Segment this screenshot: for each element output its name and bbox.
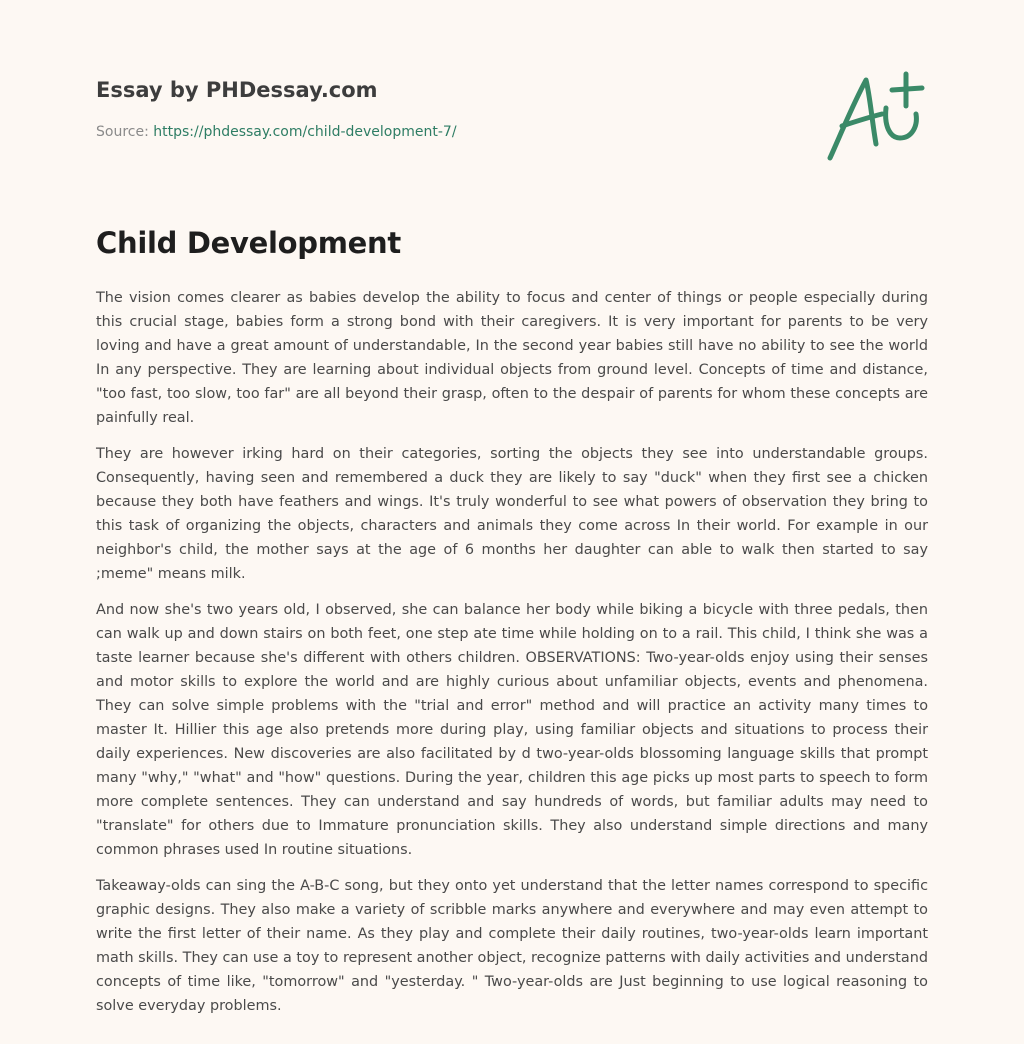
paragraph-4: Takeaway-olds can sing the A-B-C song, but they onto yet understand that the letter names correspond to specific graphic designs. They also make a variety of scribble marks anywhere and everywhere and may even attempt to write the first letter of their name. As they play and complete their daily routines, two-year-olds learn important math skills. They can use a toy to represent another object, recognize patterns with daily activities and understand concepts of time like, "tomorrow" and "yesterday. " Two-year-olds are Just beginning to use logical reasoning to solve everyday problems.	[96, 878, 928, 1014]
paragraph-1: The vision comes clearer as babies develop the ability to focus and center of things or people especially during this crucial stage, babies form a strong bond with their caregivers. It is very important for parents to be very loving and have a great amount of understandable, In the second year babies still have no ability to see the world In any perspective. They are learning about individual objects from ground level. Concepts of time and distance, "too fast, too slow, too far" are all beyond their grasp, often to the despair of parents for whom these concepts are painfully real.	[96, 290, 928, 426]
source-line	[96, 124, 457, 140]
paragraph-2: They are however irking hard on their categories, sorting the objects they see into understandable groups. Consequently, having seen and remembered a duck they are likely to say "duck" when they first see a chicken because they both have feathers and wings. It's truly wonderful to see what powers of observation they bring to this task of organizing the objects, characters and animals they come across In their world. For example in our neighbor's child, the mother says at the age of 6 months her daughter can able to walk then started to say ;meme" means milk.	[96, 446, 928, 582]
paragraph-3: And now she's two years old, I observed, she can balance her body while biking a bicycle with three pedals, then can walk up and down stairs on both feet, one step ate time while holding on to a rail. This child, I think she was a taste learner because she's different with others children. OBSERVATIONS: Two-year-olds enjoy using their senses and motor skills to explore the world and are highly curious about unfamiliar objects, events and phenomena. They can solve simple problems with the "trial and error" method and will practice an activity many times to master It. Hillier this age also pretends more during play, using familiar objects and situations to process their daily experiences. New discoveries are also facilitated by d two-year-olds blossoming language skills that prompt many "why," "what" and "how" questions. During the year, children this age picks up most parts to speech to form more complete sentences. They can understand and say hundreds of words, but familiar adults may need to "translate" for others due to Immature pronunciation skills. They also understand simple directions and many common phrases used In routine situations.	[96, 602, 928, 858]
page-title: Child Development	[96, 226, 401, 260]
site-brand: Essay by PHDessay.com	[96, 78, 378, 102]
source-link[interactable]: https://phdessay.com/child-development-7/	[153, 124, 457, 140]
article-body	[96, 286, 928, 1030]
a-plus-logo-icon	[820, 66, 930, 166]
source-label: Source:	[96, 124, 154, 140]
